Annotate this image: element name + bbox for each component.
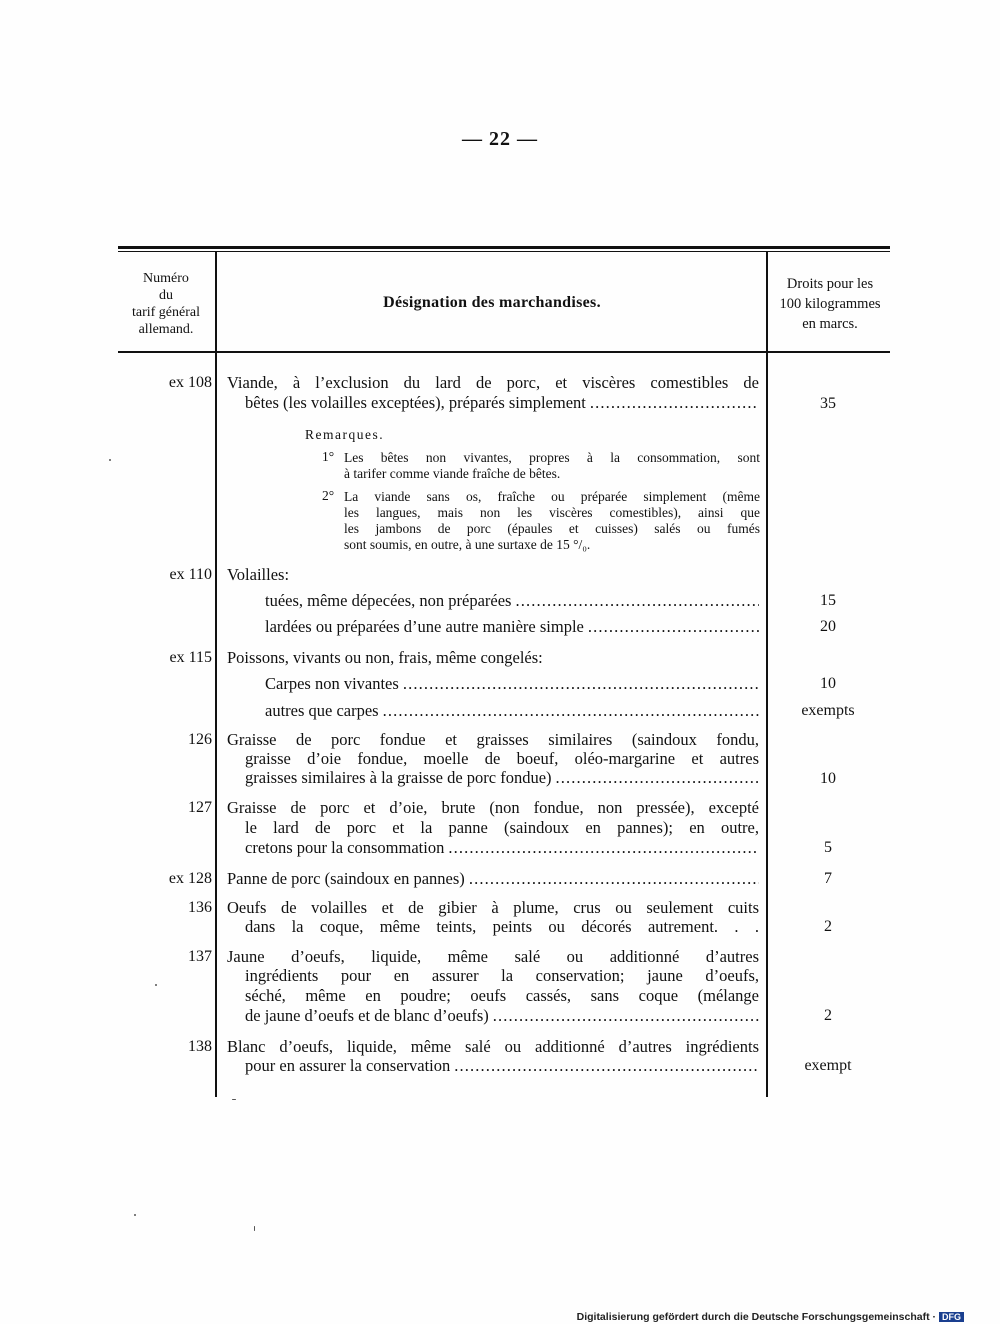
dfg-logo: DFG: [939, 1312, 964, 1322]
item-line: le lard de porc et la panne (saindoux en pannes); en outre,: [245, 818, 759, 837]
remarks-title: Remarques.: [305, 427, 385, 442]
scan-speck: [232, 1099, 236, 1100]
item-line: ingrédients pour en assurer la conservation; jaune d’oeufs,: [245, 966, 759, 985]
leader-dots: [383, 701, 759, 721]
leader-dots: [556, 768, 759, 788]
item-line-text: autres que carpes: [265, 701, 379, 720]
item-line-leader: [245, 768, 759, 788]
digitization-credit-text: Digitalisierung gefördert durch die Deutsche Forschungsgemeinschaft ·: [576, 1311, 936, 1323]
item-line: Graisse de porc et d’oie, brute (non fondue, non pressée), excepté: [227, 798, 759, 817]
item-line-leader: [227, 869, 759, 889]
table-top-rule-thin: [118, 251, 890, 252]
item-line-text: Panne de porc (saindoux en pannes): [227, 869, 465, 888]
item-line: Graisse de porc fondue et graisses similaires (saindoux fondu,: [227, 730, 759, 749]
leader-dots: [454, 1056, 759, 1076]
item-line: séché, même en poudre; oeufs cassés, sans coque (mélange: [245, 986, 759, 1005]
leader-dots: [448, 838, 759, 858]
duty-rate: 2: [824, 918, 832, 935]
item-line-leader: [265, 591, 759, 611]
scan-speck: [134, 1214, 136, 1216]
column-divider-right: [766, 251, 768, 1097]
tariff-number: 126: [188, 731, 212, 748]
leader-dots: [403, 674, 759, 694]
tariff-number: ex 115: [169, 649, 212, 666]
duty-rate: 35: [820, 395, 836, 412]
item-line-leader: [265, 701, 759, 721]
column-divider-left: [215, 251, 217, 1097]
header-col-number-line: du: [159, 288, 173, 303]
header-col-number-line: allemand.: [138, 322, 194, 337]
duty-rate: 10: [820, 770, 836, 787]
tariff-number: 136: [188, 899, 212, 916]
duty-rate: 20: [820, 618, 836, 635]
item-line-leader: [245, 838, 759, 858]
tariff-number: ex 128: [168, 870, 212, 887]
remark-text: les jambons de porc (épaules et cuisses) salés ou fumés: [344, 521, 760, 536]
item-line-leader: [265, 617, 759, 637]
digitization-credit: [577, 1311, 964, 1323]
header-col-number: [120, 270, 212, 338]
remark-text: à tarifer comme viande fraîche de bêtes.: [344, 466, 561, 481]
header-col-duties-line: en marcs.: [802, 316, 858, 332]
tariff-number: 137: [188, 948, 212, 965]
header-col-duties-line: Droits pour les: [786, 276, 874, 292]
page-number: — 22 —: [462, 128, 538, 150]
item-line: Jaune d’oeufs, liquide, même salé ou additionné d’autres: [227, 947, 759, 966]
item-line-leader: [265, 674, 759, 694]
item-line-text: bêtes (les volailles exceptées), préparés simplement: [245, 393, 586, 412]
leader-dots: [493, 1006, 759, 1026]
tariff-number: ex 108: [168, 374, 212, 391]
leader-dots: [469, 869, 759, 889]
item-title: Poissons, vivants ou non, frais, même congelés:: [227, 648, 543, 667]
item-line: Blanc d’oeufs, liquide, même salé ou additionné d’autres ingrédients: [227, 1037, 759, 1056]
header-col-duties-line: 100 kilogrammes: [779, 296, 881, 312]
duty-rate: 15: [820, 592, 836, 609]
item-line-text: tuées, même dépecées, non préparées: [265, 591, 512, 610]
scan-speck: [254, 1226, 255, 1231]
item-line-text: pour en assurer la conservation: [245, 1056, 451, 1075]
duty-rate: 2: [824, 1007, 832, 1024]
item-line-leader: [245, 1006, 759, 1026]
scan-speck: [155, 984, 157, 986]
remark-marker: 1°: [322, 449, 335, 464]
duty-rate: 5: [824, 839, 832, 856]
duty-rate: exempt: [804, 1057, 852, 1074]
duty-rate: 10: [820, 675, 836, 692]
item-line: Oeufs de volailles et de gibier à plume, crus ou seulement cuits: [227, 898, 759, 917]
remark-marker: 2°: [322, 488, 335, 503]
remark-text: Les bêtes non vivantes, propres à la consommation, sont: [344, 450, 760, 465]
item-line: Viande, à l’exclusion du lard de porc, et viscères comestibles de: [227, 373, 759, 392]
item-line-leader: [245, 393, 759, 413]
item-title: Volailles:: [227, 565, 290, 584]
remark-text: les langues, mais non les viscères comestibles), ainsi que: [344, 505, 760, 520]
header-col-duties: [770, 274, 890, 334]
remark-text: La viande sans os, fraîche ou préparée simplement (même: [344, 489, 760, 504]
header-col-number-line: Numéro: [143, 271, 189, 286]
item-line-text: cretons pour la consommation: [245, 838, 445, 857]
leader-dots: [588, 617, 759, 637]
duty-rate: 7: [824, 870, 832, 887]
remark-text: sont soumis, en outre, à une surtaxe de 15 °/₀.: [344, 537, 591, 552]
item-line-text: lardées ou préparées d’une autre manière simple: [265, 617, 584, 636]
item-line-text: graisses similaires à la graisse de porc fondue): [245, 768, 552, 787]
item-line-leader: [245, 1056, 759, 1076]
item-line: dans la coque, même teints, peints ou décorés autrement. . .: [245, 917, 759, 936]
item-line-text: Carpes non vivantes: [265, 674, 399, 693]
leader-dots: [590, 393, 759, 413]
table-top-rule: [118, 246, 890, 249]
duty-rate: exempts: [801, 702, 855, 719]
scan-speck: [109, 459, 111, 461]
leader-dots: [515, 591, 759, 611]
header-col-designation: Désignation des marchandises.: [383, 294, 601, 311]
tariff-number: 127: [188, 799, 212, 816]
item-line-text: de jaune d’oeufs et de blanc d’oeufs): [245, 1006, 489, 1025]
tariff-number: ex 110: [169, 566, 212, 583]
tariff-number: 138: [188, 1038, 212, 1055]
header-bottom-rule: [118, 351, 890, 353]
item-line: graisse d’oie fondue, moelle de boeuf, oléo-margarine et autres: [245, 749, 759, 768]
header-col-number-line: tarif général: [131, 305, 200, 320]
